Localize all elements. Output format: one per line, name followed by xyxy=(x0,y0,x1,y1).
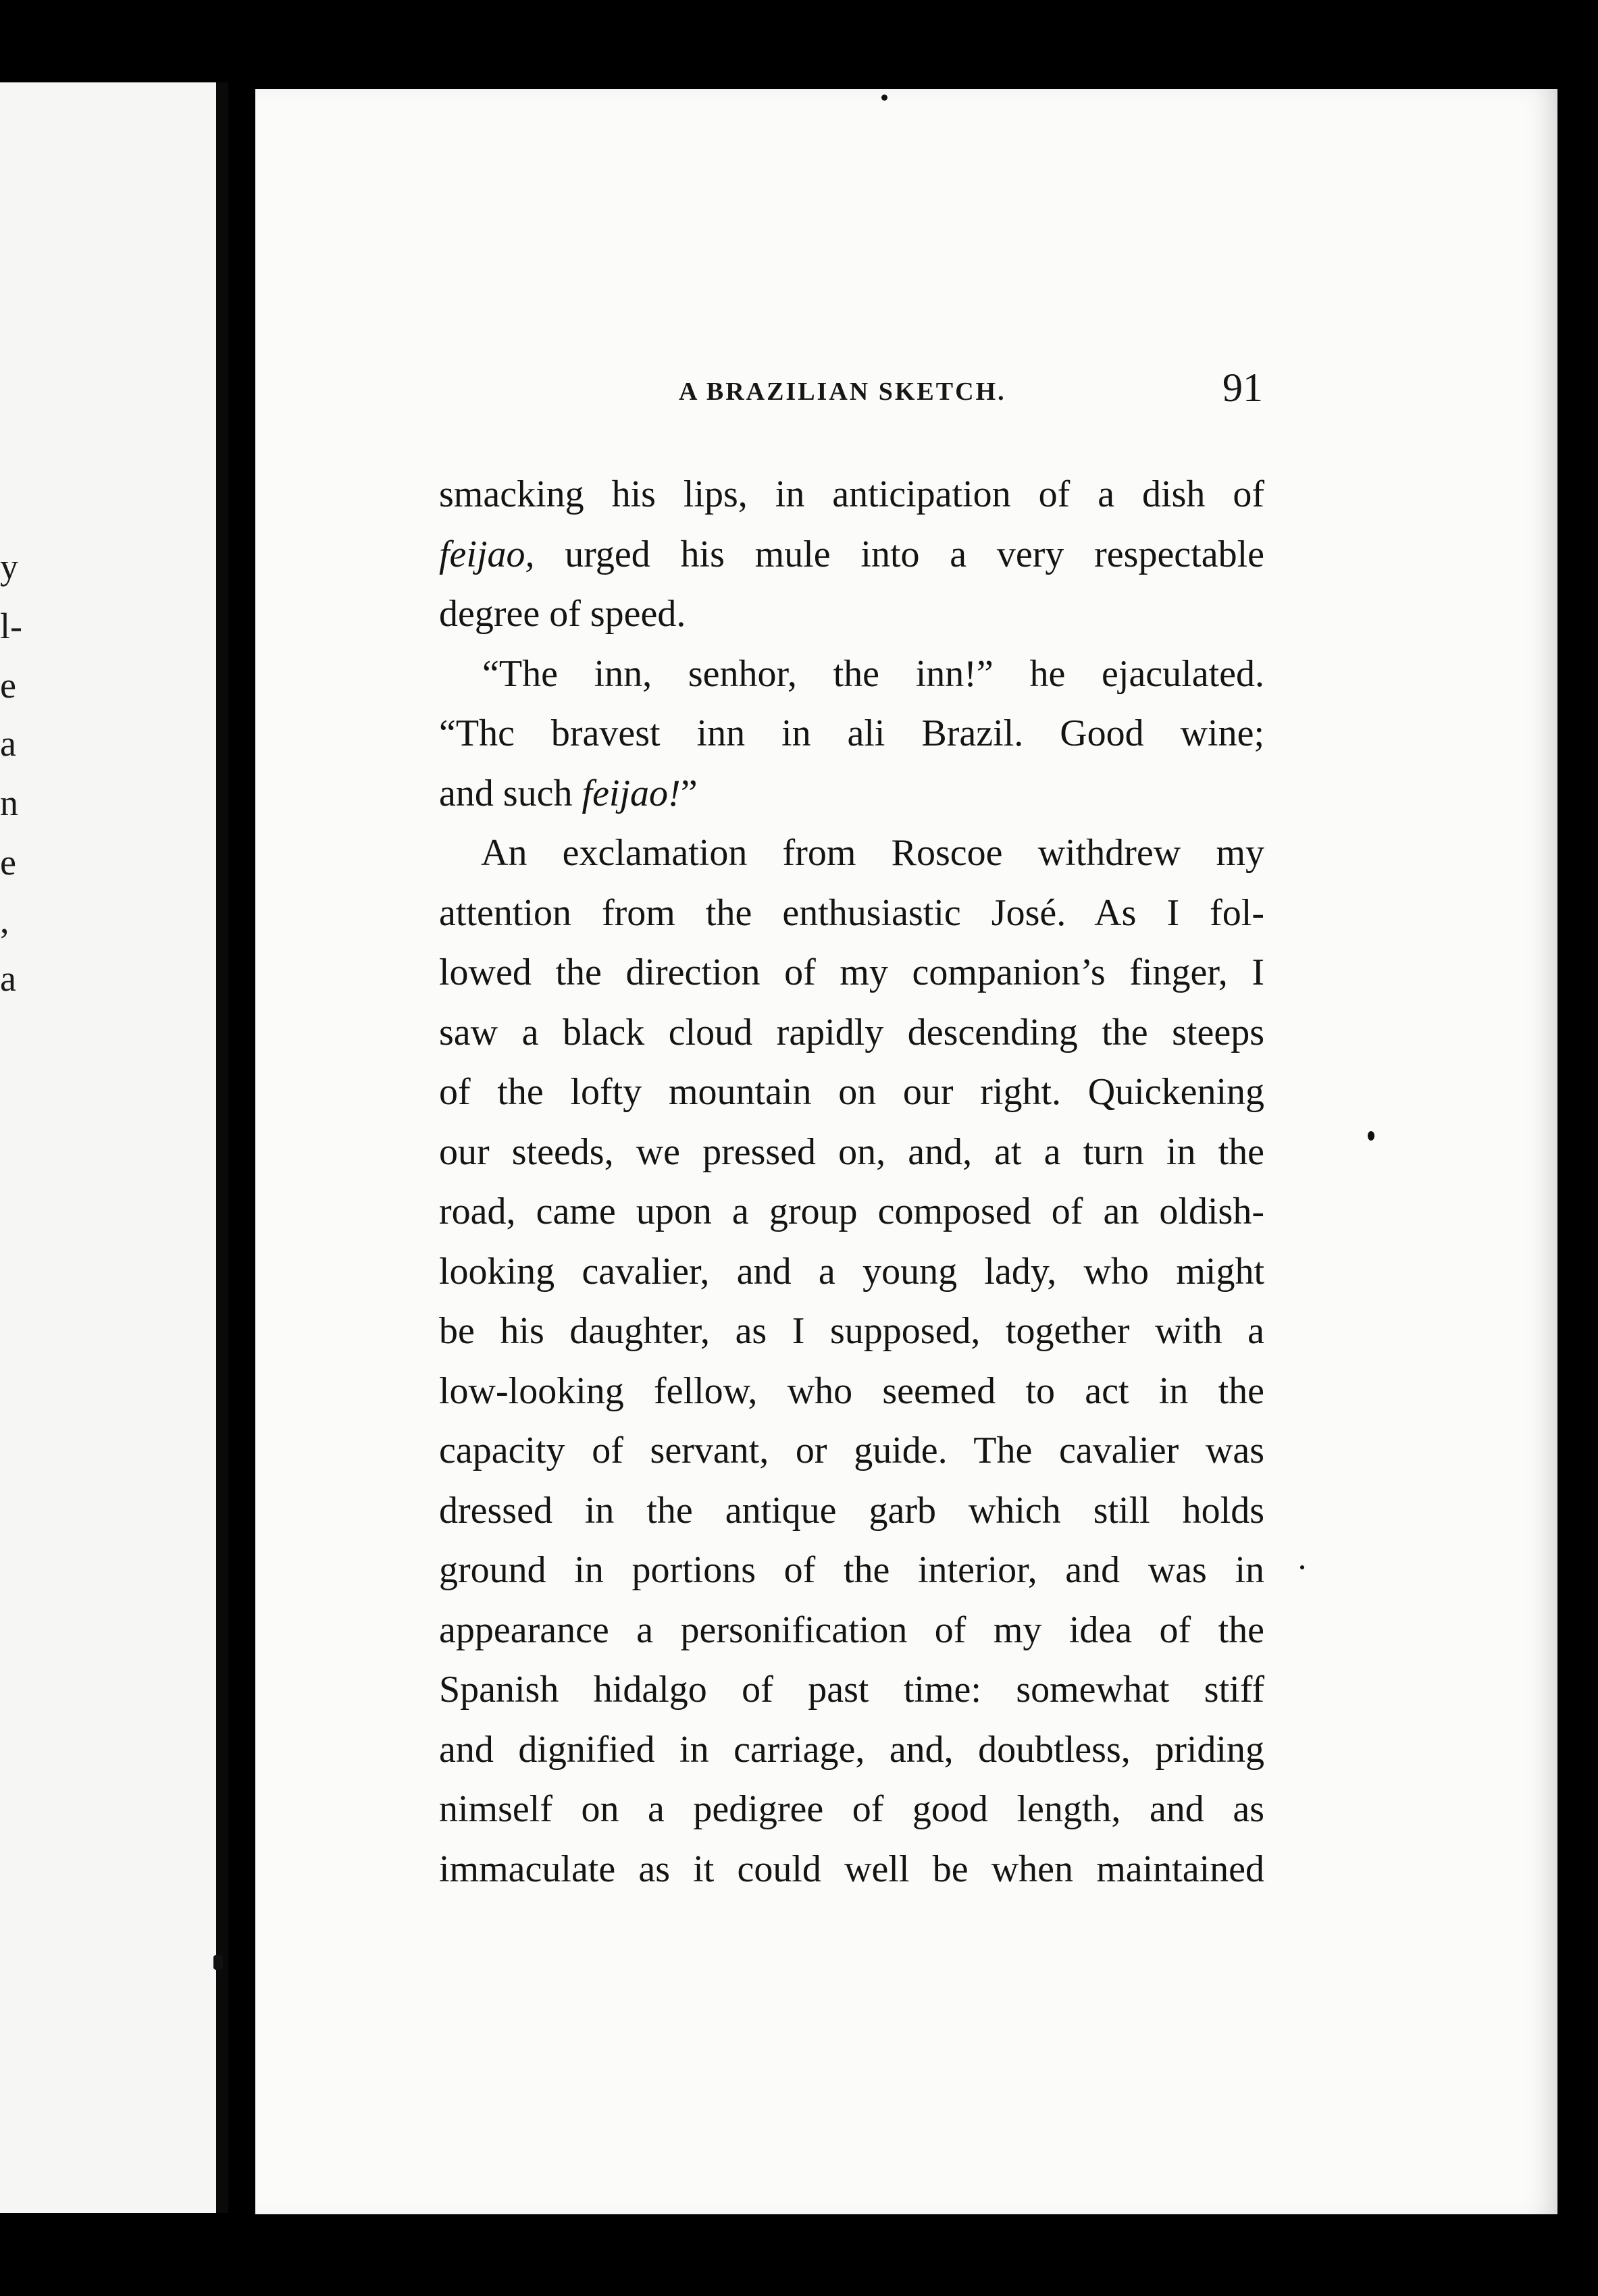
text-line: An exclamation from Roscoe withdrew my xyxy=(481,832,1264,874)
text-line: dressed in the antique garb which still holds xyxy=(439,1489,1264,1532)
text-line: appearance a personification of my idea of the xyxy=(439,1609,1264,1651)
text-line: our steeds, we pressed on, and, at a turn in the xyxy=(439,1130,1264,1173)
text-line: nimself on a pedigree of good length, and as xyxy=(439,1788,1264,1830)
text-line: be his daughter, as I supposed, together with a xyxy=(439,1310,1264,1352)
text-line: and dignified in carriage, and, doubtless, priding xyxy=(439,1728,1264,1771)
text-line: smacking his lips, in anticipation of a dish of xyxy=(439,473,1264,515)
text-line: of the lofty mountain on our right. Quickening xyxy=(439,1071,1264,1113)
text-line: looking cavalier, and a young lady, who might xyxy=(439,1250,1264,1293)
left-page-fragment: a xyxy=(0,958,16,999)
text-line: “The inn, senhor, the inn!” he ejaculated. xyxy=(482,652,1264,695)
text-line: immaculate as it could well be when maintained xyxy=(439,1848,1264,1890)
scan-speck xyxy=(1368,1131,1374,1141)
scan-speck xyxy=(1300,1565,1304,1569)
italic-word: feijao, xyxy=(439,533,535,575)
left-page-fragment: l- xyxy=(0,606,22,646)
text-line xyxy=(439,764,1264,824)
left-page-fragment: , xyxy=(0,900,9,941)
text-line: lowed the direction of my companion’s finger, I xyxy=(439,951,1264,993)
text-line: attention from the enthusiastic José. As I fol- xyxy=(439,891,1264,934)
text-line: degree of speed. xyxy=(439,593,686,635)
scan-speck xyxy=(213,1955,223,1970)
body-text xyxy=(439,465,1264,1899)
left-page-edge xyxy=(0,82,228,2213)
text-line: ground in portions of the interior, and was in xyxy=(439,1549,1264,1591)
text-line: low-looking fellow, who seemed to act in the xyxy=(439,1369,1264,1412)
text-line: “Thc bravest inn in ali Brazil. Good wine; xyxy=(439,712,1264,754)
text-line: saw a black cloud rapidly descending the steeps xyxy=(439,1011,1264,1053)
running-head: A BRAZILIAN SKETCH. xyxy=(679,377,1006,406)
text-line: Spanish hidalgo of past time: somewhat stiff xyxy=(439,1669,1264,1711)
italic-word: feijao! xyxy=(582,772,681,814)
text-run: and such xyxy=(439,772,582,814)
left-page-fragment: e xyxy=(0,842,16,883)
scan-speck xyxy=(881,95,887,101)
text-line: road, came upon a group composed of an oldish- xyxy=(439,1191,1264,1232)
text-line: capacity of servant, or guide. The cavalier was xyxy=(439,1430,1264,1471)
left-page-fragment: e xyxy=(0,665,16,706)
text-run: urged his mule into a very respectable xyxy=(534,533,1264,575)
text-run: ” xyxy=(680,772,698,814)
left-page-fragment: a xyxy=(0,723,16,764)
left-page-fragment: y xyxy=(0,546,18,587)
page-number: 91 xyxy=(1222,365,1263,410)
left-page-fragment: n xyxy=(0,783,18,823)
text-line xyxy=(439,525,1264,585)
